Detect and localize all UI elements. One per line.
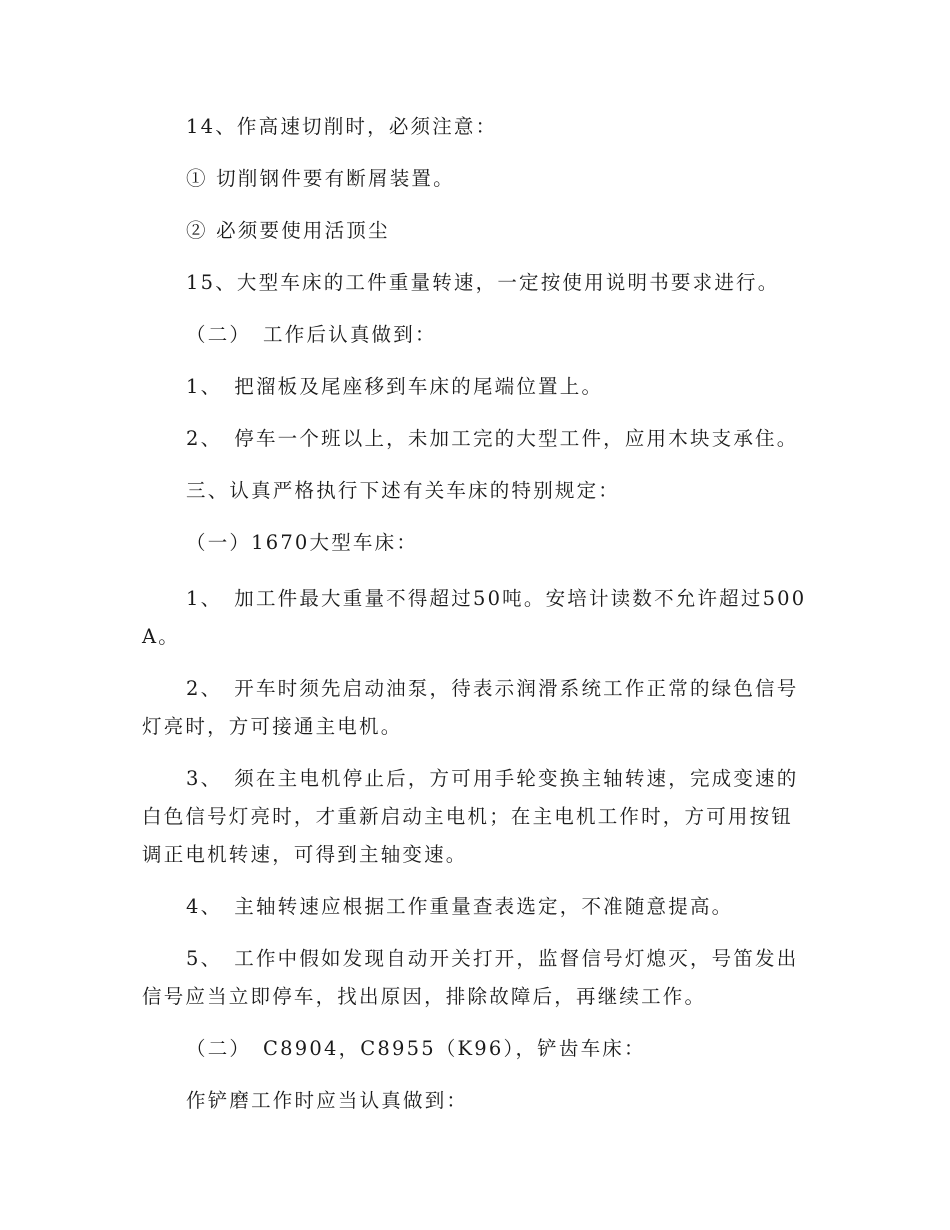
paragraph-oil-pump: 2、 开车时须先启动油泵，待表示润滑系统工作正常的绿色信号灯亮时，方可接通主电机。 [142, 677, 799, 738]
paragraph-support-workpiece: 2、 停车一个班以上，未加工完的大型工件，应用木块支承住。 [186, 427, 799, 450]
paragraph-move-carriage: 1、 把溜板及尾座移到车床的尾端位置上。 [186, 375, 604, 398]
paragraph-chip-breaker: ① 切削钢件要有断屑装置。 [186, 167, 455, 190]
paragraph-max-weight: 1、 加工件最大重量不得超过50吨。安培计读数不允许超过500A。 [142, 587, 807, 648]
paragraph-auto-switch: 5、 工作中假如发现自动开关打开，监督信号灯熄灭，号笛发出信号应当立即停车，找出原因，排除故障后，再继续工作。 [142, 947, 799, 1008]
paragraph-relief-grinding: 作铲磨工作时应当认真做到： [186, 1089, 469, 1112]
paragraph-spindle-speed: 4、 主轴转速应根据工作重量查表选定，不准随意提高。 [186, 895, 734, 918]
paragraph-large-lathe-speed: 15、大型车床的工件重量转速，一定按使用说明书要求进行。 [186, 271, 780, 294]
heading-relief-lathe: （二） C8904，C8955（K96），铲齿车床： [186, 1037, 646, 1060]
heading-special-rules: 三、认真严格执行下述有关车床的特别规定： [186, 479, 621, 502]
paragraph-high-speed-cutting: 14、作高速切削时，必须注意： [186, 115, 498, 138]
heading-after-work: （二） 工作后认真做到： [186, 323, 437, 346]
heading-1670-lathe: （一）1670大型车床： [186, 531, 419, 554]
paragraph-live-center: ② 必须要使用活顶尘 [186, 219, 390, 242]
paragraph-speed-change: 3、 须在主电机停止后，方可用手轮变换主轴转速，完成变速的白色信号灯亮时，才重新启动主电机；在主电机工作时，方可用按钮调正电机转速，可得到主轴变速。 [142, 767, 799, 866]
